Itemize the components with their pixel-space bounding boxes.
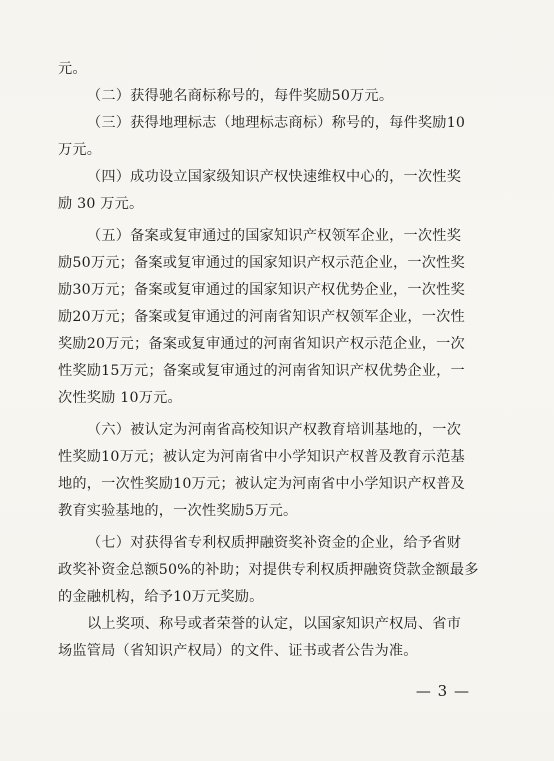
text-line: 场监管局（省知识产权局）的文件、证书或者公告为准。 [58, 643, 418, 659]
text-line: 励30万元；备案或复审通过的国家知识产权优势企业，一次性奖 [58, 282, 465, 298]
text-line: 地的，一次性奖励10万元；被认定为河南省中小学知识产权普及 [58, 476, 465, 492]
text-line: （六）被认定为河南省高校知识产权教育培训基地的，一次 [87, 422, 462, 438]
text-line: 励 30 万元。 [58, 196, 144, 212]
text-line: （三）获得地理标志（地理标志商标）称号的，每件奖励10 [87, 115, 466, 131]
text-line: （七）对获得省专利权质押融资奖补资金的企业，给予省财 [87, 535, 462, 551]
text-line: 性奖励10万元；被认定为河南省中小学知识产权普及教育示范基 [58, 449, 465, 465]
text-line: （二）获得驰名商标称号的，每件奖励50万元。 [87, 88, 394, 104]
text-line: 励20万元；备案或复审通过的河南省知识产权领军企业，一次性 [58, 309, 465, 325]
text-line: 奖励20万元；备案或复审通过的河南省知识产权示范企业，一次 [58, 336, 465, 352]
text-line: 教育实验基地的，一次性奖励5万元。 [58, 503, 298, 519]
page-number: — 3 — [415, 682, 470, 700]
text-line: 次性奖励 10万元。 [58, 390, 182, 406]
text-line: 万元。 [58, 142, 102, 158]
document-body [58, 56, 498, 665]
text-line: （五）备案或复审通过的国家知识产权领军企业，一次性奖 [87, 228, 462, 244]
text-line: 元。 [58, 61, 87, 77]
text-line: 性奖励15万元；备案或复审通过的河南省知识产权优势企业，一 [58, 363, 465, 379]
text-line: 以上奖项、称号或者荣誉的认定，以国家知识产权局、省市 [87, 616, 462, 632]
text-line: 政奖补资金总额50%的补助；对提供专利权质押融资贷款金额最多 [58, 562, 479, 578]
text-line: （四）成功设立国家级知识产权快速维权中心的，一次性奖 [87, 169, 462, 185]
text-line: 的金融机构，给予10万元奖励。 [58, 589, 264, 605]
text-line: 励50万元；备案或复审通过的国家知识产权示范企业，一次性奖 [58, 255, 465, 271]
